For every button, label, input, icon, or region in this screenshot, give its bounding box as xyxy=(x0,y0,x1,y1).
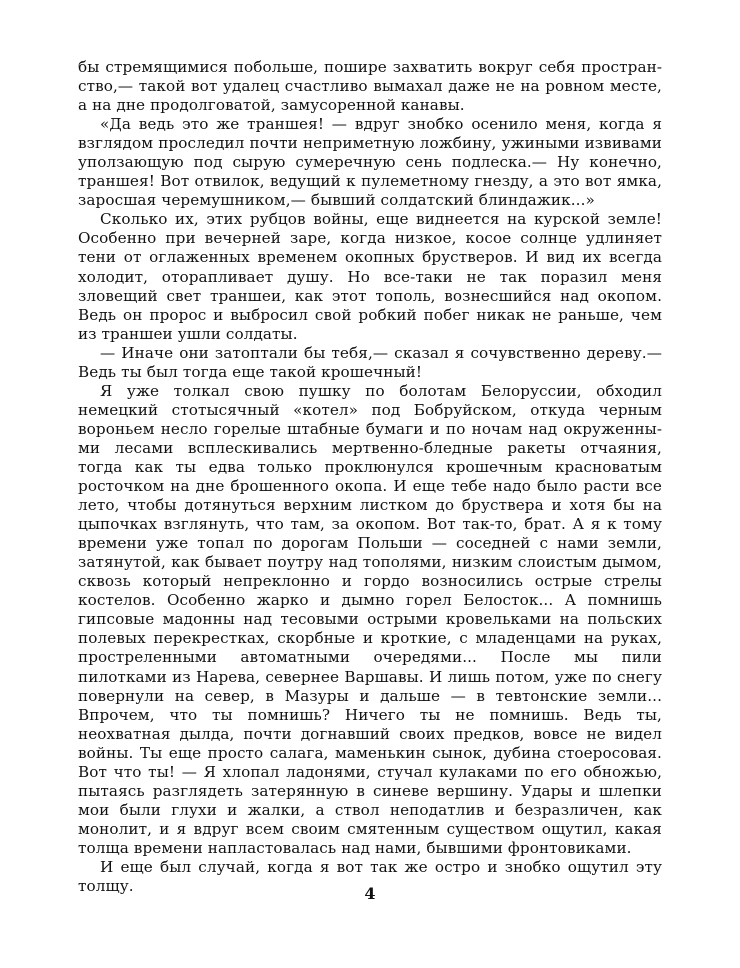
page-number: 4 xyxy=(364,884,376,903)
paragraph-quote: «Да ведь это же траншея! — вдруг знобко осенило меня, когда я взглядом проследил почти неприметную ложбину, ужиными извивами уползающую под сырую сумеречную сень подлеска.— Ну конечно, траншея! Вот отвилок, ведущий к пулеметному гнезду, а это вот ямка, заросшая черемушником,— бывший солдатский блиндажик...» xyxy=(78,115,662,210)
paragraph-continuation: бы стремящимися побольше, пошире захватить вокруг себя пространство,— такой вот удалец счастливо вымахал даже не на ровном месте, а на дне продолговатой, замусоренной канавы. xyxy=(78,58,662,115)
page-body xyxy=(78,58,662,896)
paragraph: Сколько их, этих рубцов войны, еще виднеется на курской земле! Особенно при вечерней заре, когда низкое, косое солнце удлиняет тени от оглаженных временем окопных брустверов. И вид их всегда холодит, оторапливает душу. Но все-таки не так поразил меня зловещий свет траншеи, как этот тополь, вознесшийся над окопом. Ведь он пророс и выбросил свой робкий побег никак не раньше, чем из траншеи ушли солдаты. xyxy=(78,210,662,343)
paragraph: И еще был случай, когда я вот так же остро и знобко ощутил эту толщу. xyxy=(78,857,662,896)
paragraph: Я уже толкал свою пушку по болотам Белоруссии, обходил немецкий стотысячный «котел» под Бобруйском, откуда черным вороньем несло горелые штабные бумаги и по ночам над окруженными лесами всплескивались мертвенно-бледные ракеты отчаяния, тогда как ты едва только проклюнулся крошечным красноватым росточком на дне брошенного окопа. И еще тебе надо было расти все лето, чтобы дотянуться верхним листком до бруствера и хотя бы на цыпочках взглянуть, что там, за окопом. Вот так-то, брат. А я к тому времени уже топал по дорогам Польши — соседней с нами земли, затянутой, как бывает поутру над тополями, низким слоистым дымом, сквозь который непреклонно и гордо возносились острые стрелы костелов. Особенно жарко и дымно горел Белосток... А помнишь гипсовые мадонны над тесовыми острыми кровельками на польских полевых перекрестках, скорбные и кроткие, с младенцами на руках, простреленными автоматными очередями... После мы пили пилотками из Нарева, севернее Варшавы. И лишь потом, уже по снегу повернули на север, в Мазуры и дальше — в тевтонские земли... Впрочем, что ты помнишь? Ничего ты не помнишь. Ведь ты, неохватная дылда, почти догнавший своих предков, вовсе не видел войны. Ты еще просто салага, маменькин сынок, дубина стоеросовая. Вот что ты! — Я хлопал ладонями, стучал кулаками по его обножью, пытаясь разглядеть затерянную в синеве вершину. Удары и шлепки мои были глухи и жалки, а ствол неподатлив и безразличен, как монолит, и я вдруг всем своим смятенным существом ощутил, какая толща времени напластовалась над нами, бывшими фронтовиками. xyxy=(78,381,662,857)
paragraph-dialogue: — Иначе они затоптали бы тебя,— сказал я сочувственно дереву.— Ведь ты был тогда еще такой крошечный! xyxy=(78,343,662,381)
